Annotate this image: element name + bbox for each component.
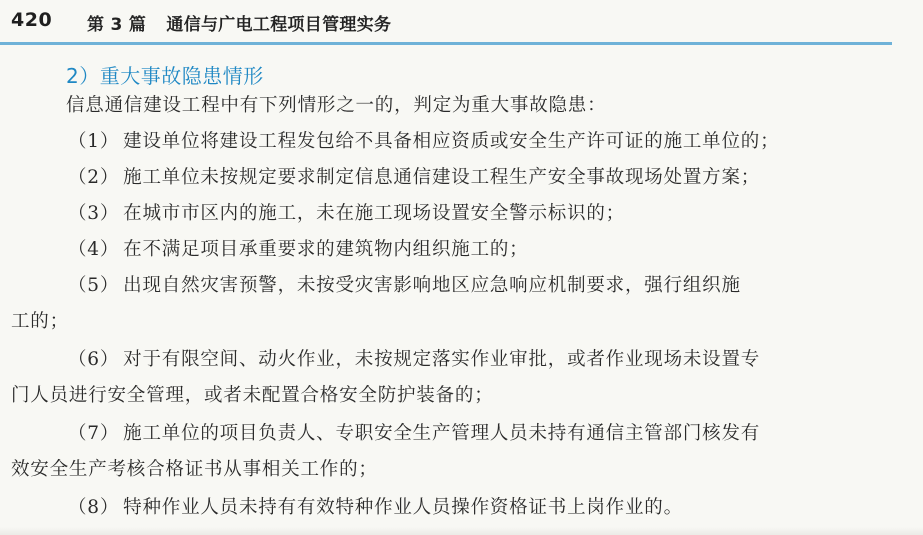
running-head-title: [87, 10, 391, 35]
list-item-5-continuation: 工的；: [11, 311, 69, 332]
item-text: 特种作业人员未持有有效特种作业人员操作资格证书上岗作业的。: [123, 497, 683, 518]
item-text: 在城市市区内的施工，未在施工现场设置安全警示标识的；: [123, 203, 625, 224]
list-item-2: [68, 166, 760, 190]
book-section-title: 通信与广电工程项目管理实务: [166, 15, 392, 35]
section-heading: 2）重大事故隐患情形: [66, 64, 264, 88]
list-item-7-continuation: 效安全生产考核合格证书从事相关工作的；: [11, 459, 378, 480]
list-item-8: [68, 496, 683, 520]
page-number: 420: [11, 9, 53, 31]
list-item-7: [68, 422, 760, 446]
item-text: 施工单位未按规定要求制定信息通信建设工程生产安全事故现场处置方案；: [123, 167, 761, 188]
list-item-5: [68, 274, 741, 298]
item-text: 建设单位将建设工程发包给不具备相应资质或安全生产许可证的施工单位的；: [123, 131, 780, 152]
item-number: （1）: [68, 131, 120, 152]
item-text: 出现自然灾害预警，未按受灾害影响地区应急响应机制要求，强行组织施: [123, 275, 741, 296]
page-bottom-edge: [0, 527, 923, 535]
item-number: （2）: [68, 167, 120, 188]
list-item-6: [68, 348, 760, 372]
item-text: 对于有限空间、动火作业，未按规定落实作业审批，或者作业现场未设置专: [123, 349, 761, 370]
item-text: 在不满足项目承重要求的建筑物内组织施工的；: [123, 239, 529, 260]
list-item-3: [68, 202, 625, 226]
item-number: （8）: [68, 497, 120, 518]
item-number: （6）: [68, 349, 120, 370]
intro-paragraph: 信息通信建设工程中有下列情形之一的，判定为重大事故隐患：: [66, 95, 607, 116]
item-number: （5）: [68, 275, 120, 296]
item-number: （7）: [68, 423, 120, 444]
item-number: （3）: [68, 203, 120, 224]
list-item-4: [68, 238, 528, 262]
running-header: [0, 0, 923, 44]
list-item-1: [68, 130, 779, 154]
item-number: （4）: [68, 239, 120, 260]
chapter-label: 第 3 篇: [87, 15, 147, 35]
item-text: 施工单位的项目负责人、专职安全生产管理人员未持有通信主管部门核发有: [123, 423, 761, 444]
header-rule: [0, 42, 892, 45]
list-item-6-continuation: 门人员进行安全管理，或者未配置合格安全防护装备的；: [11, 385, 494, 406]
